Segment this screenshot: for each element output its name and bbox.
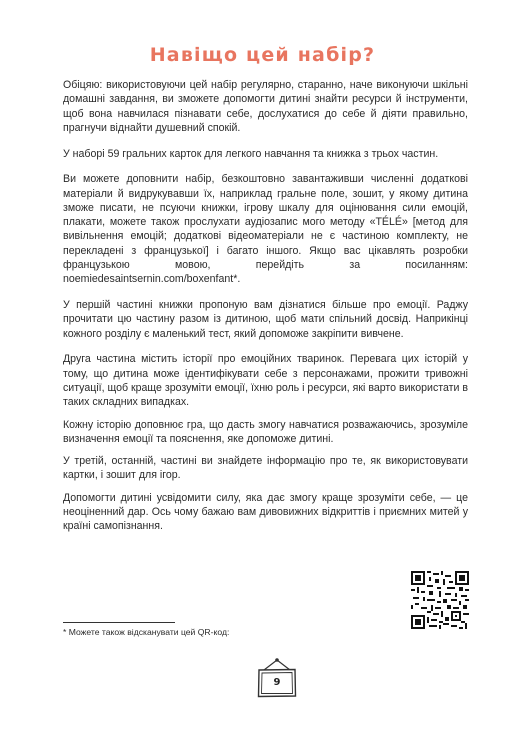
paragraph-contents: У наборі 59 гральних карток для легкого навчання та книжка з трьох частин. [63,147,439,160]
body-text [63,78,468,545]
paragraph-part-one: У першій частині книжки пропоную вам дізнатися більше про емоції. Раджу прочитати цю частину разом із дитиною, щоб мати спільний досвід. Наприкінці кожного розділу є маленький тест, який допоможе закріпити вивчене. [63,299,468,340]
paragraph-part-two: Друга частина містить історії про емоційних тваринок. Перевага цих історій у тому, що дитина може ідентифікувати себе з персонажами, прожити тривожні ситуації, щоб краще зрозуміти емоції, їхню роль і ресурси, які варто використати в таких складних випадках. [63,353,469,409]
footnote: * Можете також відсканувати цей QR-код: [63,627,230,637]
page-title: Навіщо цей набір? [149,44,376,66]
paragraph-games: Кожну історію доповнює гра, що дасть змогу навчатися розважаючись, зрозуміле визначення емоції та пояснення, яке допоможе дитині. [63,418,468,445]
footnote-divider [63,622,175,623]
page-number: 9 [273,677,281,688]
paragraph-part-three: У третій, останній, частині ви знайдете інформацію про те, як використовувати картки, і зошит для ігор. [63,455,468,482]
qr-code[interactable] [411,571,469,629]
paragraph-promise: Обіцяю: використовуючи цей набір регулярно, старанно, наче виконуючи шкільні домашні завдання, ви зможете допомогти дитині знайти ресурси й інструменти, щоб вона навчилася пізнавати себе, дослухатися до себе й діяти правильно, прагнучи віднайти душевний спокій. [63,79,468,134]
paragraph-downloads: Ви можете доповнити набір, безкоштовно завантаживши численні додаткові матеріали й видрукувавши їх, наприклад гральне поле, зошит, у якому дитина зможе писати, не псуючи книжки, ігрову шкалу для оцінювання сили емоцій, плакати, можете також прослухати аудіозапис мого методу «TÉLÉ» [метод для вивільнення емоцій; додаткові відеоматеріали не є частиною комплекту, не перекладені з французької] і багато іншого. Якщо вас цікавлять розробки французькою мовою, перейдіть за посиланням: noemiedesaintsernin.com/boxenfant*. [63,173,468,286]
paragraph-closing: Допомогти дитині усвідомити силу, яка дає змогу краще зрозуміти себе, — це неоціненний дар. Ось чому бажаю вам дивовижних відкриттів і приємних митей у країні самопізнання. [63,491,468,533]
